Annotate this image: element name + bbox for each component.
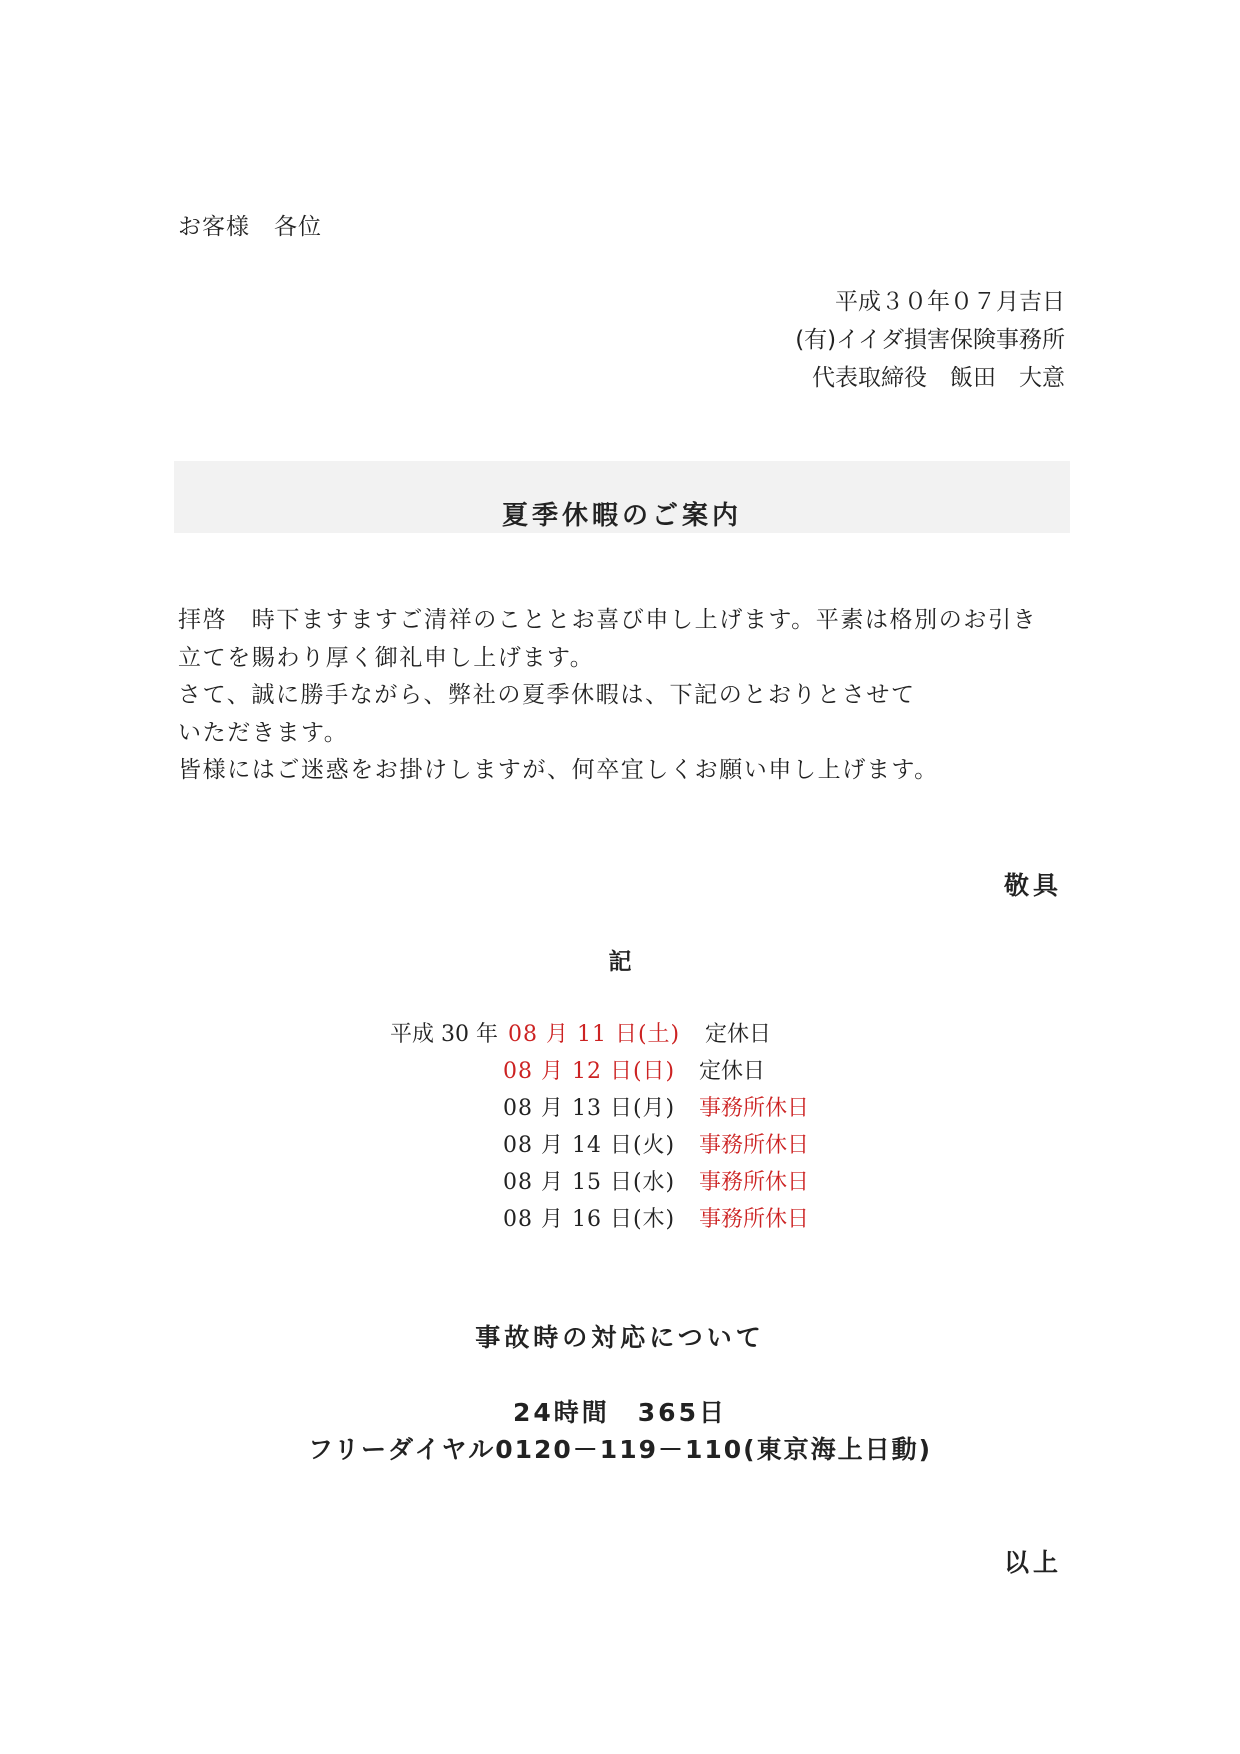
schedule-status: 事務所休日 [699, 1207, 810, 1232]
schedule-status: 事務所休日 [699, 1096, 810, 1121]
body-line: さて、誠に勝手ながら、弊社の夏季休暇は、下記のとおりとさせて [178, 682, 916, 708]
accident-heading: 事故時の対応について [475, 1323, 765, 1352]
body-line: 皆様にはご迷惑をお掛けしますが、何卒宜しくお願い申し上げます。 [178, 757, 939, 783]
hours-line: 24時間 365日 [513, 1398, 727, 1427]
body-line: 立てを賜わり厚く御礼申し上げます。 [178, 644, 595, 671]
representative-name: 代表取締役 飯田 大意 [812, 365, 1065, 391]
end-mark: 以上 [1003, 1548, 1062, 1577]
body-line: いただきます。 [178, 719, 349, 746]
body-line: 拝啓 時下ますますご清祥のこととお喜び申し上げます。平素は格別のお引き [178, 607, 1038, 633]
free-dial-line: フリーダイヤル0120－119－110(東京海上日動) [307, 1435, 933, 1464]
ki-heading: 記 [608, 949, 632, 975]
schedule-status: 定休日 [699, 1059, 766, 1084]
schedule-status: 定休日 [705, 1022, 772, 1047]
sender-block [795, 283, 1065, 397]
schedule-status: 事務所休日 [699, 1170, 810, 1195]
schedule-date: 08 月 15 日(水) [503, 1170, 676, 1195]
schedule-status: 事務所休日 [699, 1133, 810, 1158]
addressee: お客様 各位 [178, 214, 322, 240]
letter-body [178, 602, 1037, 790]
schedule-date: 08 月 12 日(日) [503, 1059, 676, 1084]
schedule-date: 08 月 11 日(土) [508, 1022, 681, 1047]
issue-date: 平成３０年０７月吉日 [835, 289, 1065, 315]
schedule-date: 08 月 13 日(月) [503, 1096, 676, 1121]
company-name: (有)イイダ損害保険事務所 [795, 327, 1065, 353]
era-prefix: 平成 30 年 [390, 1022, 498, 1047]
schedule-date: 08 月 14 日(火) [503, 1133, 676, 1158]
schedule-date: 08 月 16 日(木) [503, 1207, 676, 1232]
closing-word: 敬具 [1003, 871, 1062, 900]
page-title: 夏季休暇のご案内 [501, 501, 742, 531]
